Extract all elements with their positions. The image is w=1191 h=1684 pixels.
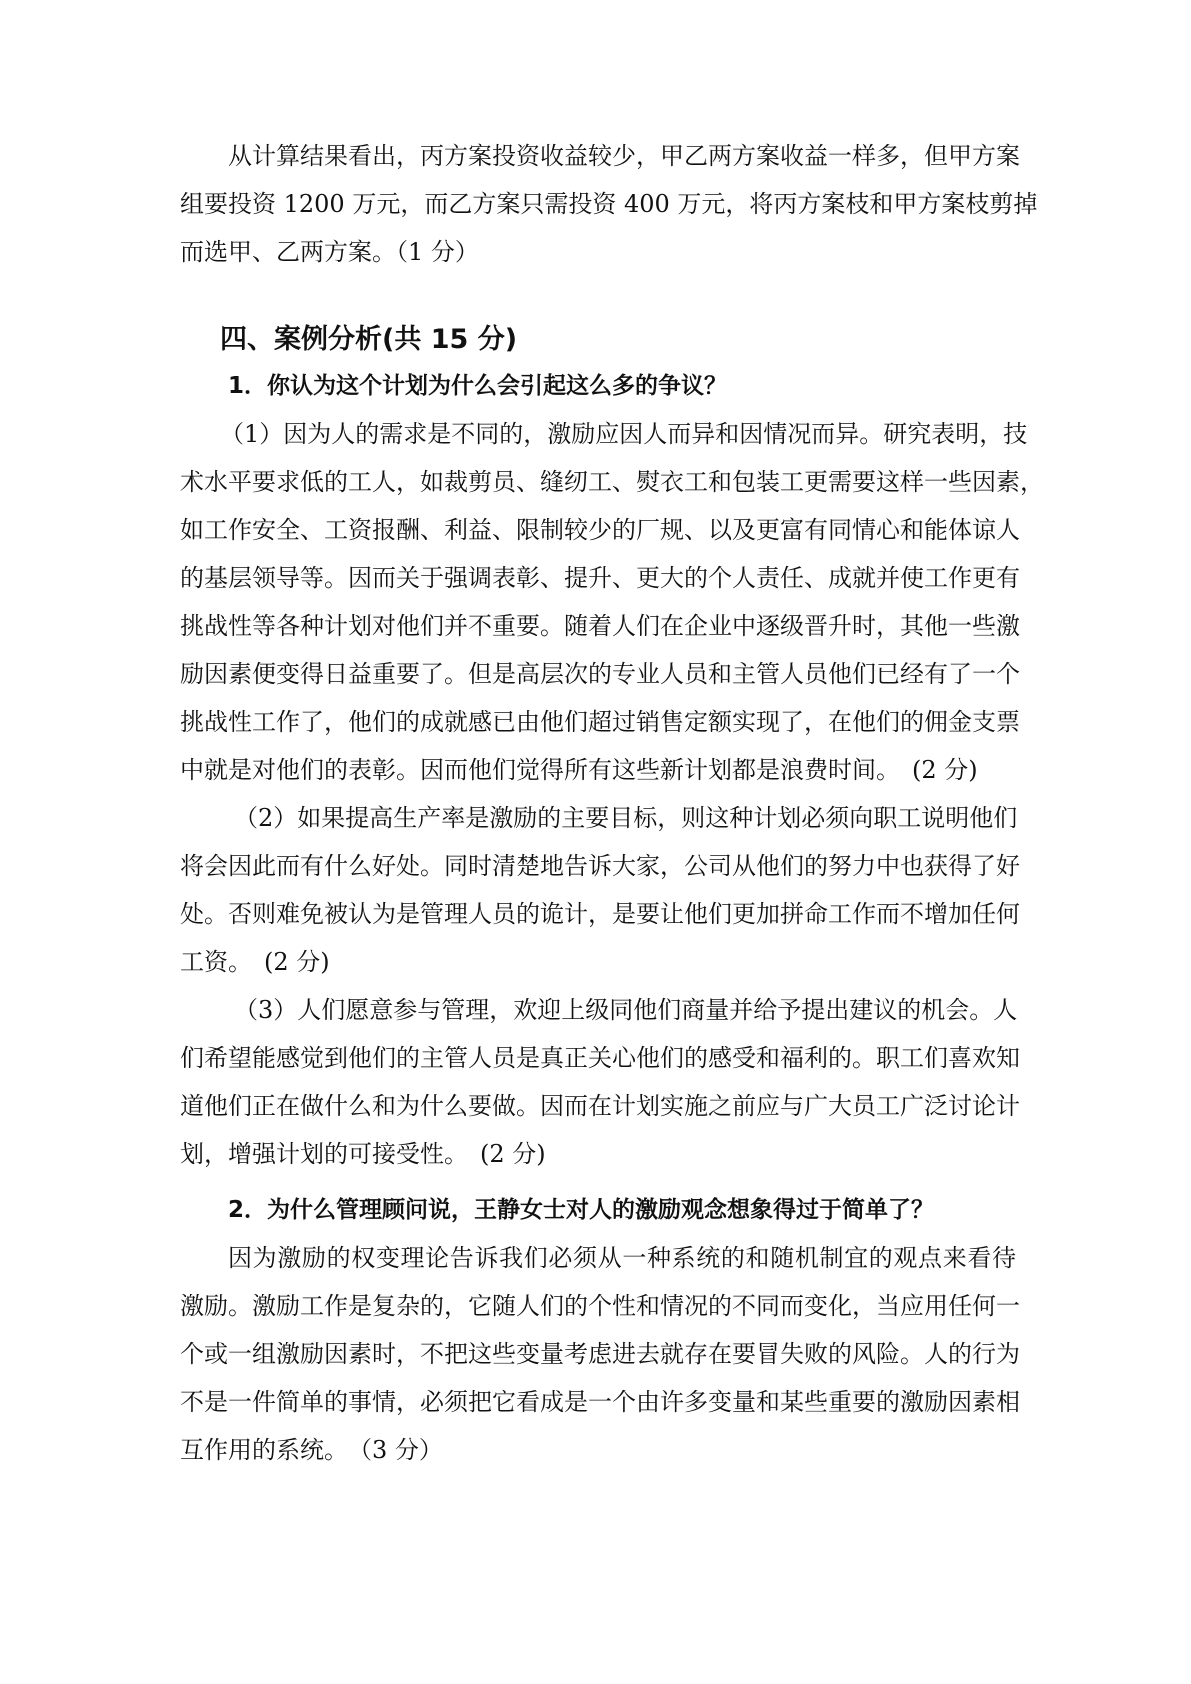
text-line: 们希望能感觉到他们的主管人员是真正关心他们的感受和福利的。职工们喜欢知 [180,1044,1020,1072]
text-line: 的基层领导等。因而关于强调表彰、提升、更大的个人责任、成就并使工作更有 [180,564,1020,592]
text-line: 挑战性等各种计划对他们并不重要。随着人们在企业中逐级晋升时，其他一些激 [180,612,1020,640]
text-line: 个或一组激励因素时，不把这些变量考虑进去就存在要冒失败的风险。人的行为 [180,1340,1020,1368]
text-line: 道他们正在做什么和为什么要做。因而在计划实施之前应与广大员工广泛讨论计 [180,1092,1020,1120]
text-line: 划，增强计划的可接受性。 (2 分) [180,1140,546,1168]
text-line: 因为激励的权变理论告诉我们必须从一种系统的和随机制宜的观点来看待 [228,1244,1016,1272]
text-line: 励因素便变得日益重要了。但是高层次的专业人员和主管人员他们已经有了一个 [180,660,1020,688]
text-line: 如工作安全、工资报酬、利益、限制较少的厂规、以及更富有同情心和能体谅人 [180,516,1020,544]
text-line: 激励。激励工作是复杂的，它随人们的个性和情况的不同而变化，当应用任何一 [180,1292,1020,1320]
text-line: 而选甲、乙两方案。（1 分） [180,238,479,266]
text-line: 组要投资 1200 万元，而乙方案只需投资 400 万元，将丙方案枝和甲方案枝剪掉 [180,190,1038,218]
text-line: 挑战性工作了，他们的成就感已由他们超过销售定额实现了，在他们的佣金支票 [180,708,1020,736]
text-line: 不是一件简单的事情，必须把它看成是一个由许多变量和某些重要的激励因素相 [180,1388,1020,1416]
text-line: 处。否则难免被认为是管理人员的诡计，是要让他们更加拼命工作而不增加任何 [180,900,1020,928]
text-line: 将会因此而有什么好处。同时清楚地告诉大家，公司从他们的努力中也获得了好 [180,852,1020,880]
text-line: （1）因为人的需求是不同的，激励应因人而异和因情况而异。研究表明，技 [220,420,1028,448]
text-line: 中就是对他们的表彰。因而他们觉得所有这些新计划都是浪费时间。 (2 分) [180,756,978,784]
question-1: 1．你认为这个计划为什么会引起这么多的争议？ [228,373,728,399]
text-line: 工资。 (2 分) [180,948,330,976]
text-line: （2）如果提高生产率是激励的主要目标，则这种计划必须向职工说明他们 [234,804,1018,832]
section-heading: 四、案例分析(共 15 分) [220,324,518,355]
text-line: 从计算结果看出，丙方案投资收益较少，甲乙两方案收益一样多，但甲方案 [228,142,1020,170]
question-2: 2．为什么管理顾问说，王静女士对人的激励观念想象得过于简单了？ [228,1197,935,1223]
text-line: （3）人们愿意参与管理，欢迎上级同他们商量并给予提出建议的机会。人 [234,996,1018,1024]
text-line: 互作用的系统。 （3 分） [180,1436,443,1464]
text-line: 术水平要求低的工人，如裁剪员、缝纫工、熨衣工和包装工更需要这样一些因素， [180,468,1044,496]
